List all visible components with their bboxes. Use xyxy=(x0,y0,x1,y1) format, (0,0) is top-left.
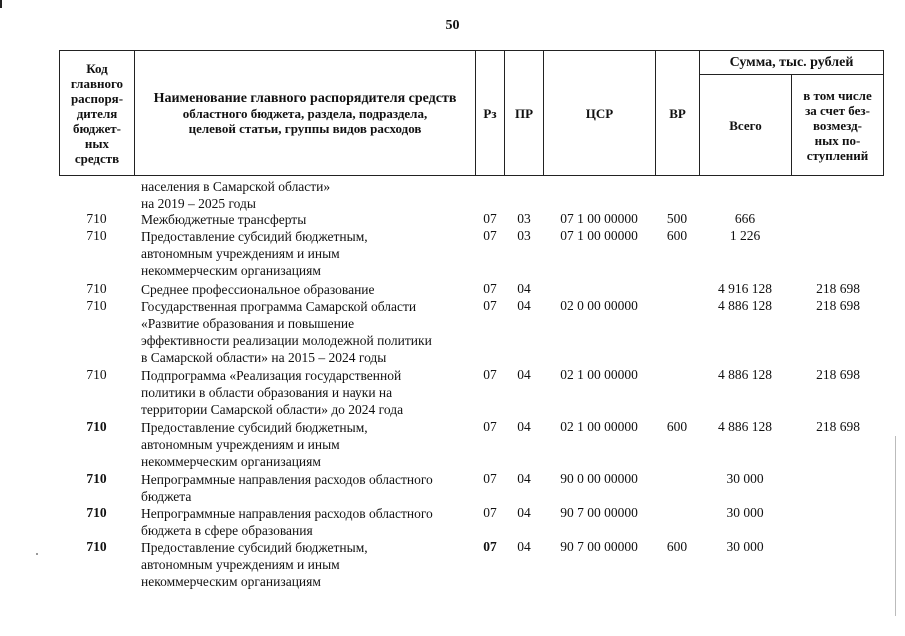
row-name xyxy=(141,471,476,505)
row-name-line: бюджета xyxy=(141,489,192,504)
header-code-line: распоря- xyxy=(70,90,124,106)
row-csr: 07 1 00 00000 xyxy=(560,228,638,243)
row-pr: 04 xyxy=(517,505,531,520)
header-code-line: дителя xyxy=(76,105,118,121)
row-name xyxy=(141,505,476,539)
header-pr-label: ПР xyxy=(514,105,534,121)
row-vr: 600 xyxy=(666,228,688,243)
row-name-line: эффективности реализации молодежной политики xyxy=(141,333,432,348)
row-total: 4 886 128 xyxy=(718,367,772,382)
continuation-line: населения в Самарской области» xyxy=(141,179,331,194)
row-rz: 07 xyxy=(483,419,497,434)
row-name xyxy=(141,228,476,279)
row-name-line: «Развитие образования и повышение xyxy=(141,316,355,331)
page-number: 50 xyxy=(445,18,460,33)
row-name xyxy=(141,539,476,590)
header-code-line: главного xyxy=(70,75,124,91)
row-csr: 02 0 00 00000 xyxy=(560,298,638,313)
continuation-text xyxy=(141,178,476,212)
row-name-line: Предоставление субсидий бюджетным, xyxy=(141,229,368,244)
row-total: 666 xyxy=(734,211,756,226)
row-name-line: Среднее профессиональное образование xyxy=(141,282,375,297)
row-total: 1 226 xyxy=(729,228,761,243)
row-code: 710 xyxy=(86,539,107,554)
row-pr: 03 xyxy=(517,211,531,226)
row-code: 710 xyxy=(86,505,107,520)
row-pr: 03 xyxy=(517,228,531,243)
header-sum-title: Сумма, тыс. рублей xyxy=(729,55,854,70)
row-pr: 04 xyxy=(517,281,531,296)
row-name-line: некоммерческим организациям xyxy=(141,454,321,469)
header-name-line: Наименование главного распорядителя средств xyxy=(153,90,457,106)
row-code: 710 xyxy=(86,471,107,486)
row-name-line: автономным учреждениям и иным xyxy=(141,246,340,261)
row-name-line: автономным учреждениям и иным xyxy=(141,557,340,572)
row-extra: 218 698 xyxy=(816,281,860,296)
row-vr: 500 xyxy=(666,211,688,226)
row-name-line: автономным учреждениям и иным xyxy=(141,437,340,452)
row-name xyxy=(141,419,476,470)
row-csr: 90 7 00 00000 xyxy=(560,539,638,554)
header-vr-label: ВР xyxy=(669,105,686,121)
row-name-line: Подпрограмма «Реализация государственной xyxy=(141,368,402,383)
row-pr: 04 xyxy=(517,298,531,313)
header-total-label: Всего xyxy=(729,117,762,133)
row-name-line: Предоставление субсидий бюджетным, xyxy=(141,420,368,435)
continuation-line: на 2019 – 2025 годы xyxy=(141,196,256,211)
row-vr: 600 xyxy=(666,539,688,554)
row-name-line: Непрограммные направления расходов областного xyxy=(141,472,433,487)
row-name-line: Предоставление субсидий бюджетным, xyxy=(141,540,368,555)
row-extra: 218 698 xyxy=(816,367,860,382)
row-csr: 90 7 00 00000 xyxy=(560,505,638,520)
row-name-line: некоммерческим организациям xyxy=(141,263,321,278)
row-name xyxy=(141,298,476,366)
header-name-line: областного бюджета, раздела, подраздела, xyxy=(182,105,428,121)
scan-edge-line xyxy=(895,436,896,616)
row-vr: 600 xyxy=(666,419,688,434)
header-code-line: ных xyxy=(84,135,110,151)
row-total: 4 916 128 xyxy=(718,281,772,296)
row-rz: 07 xyxy=(483,298,497,313)
row-code: 710 xyxy=(86,211,107,226)
row-rz: 07 xyxy=(483,471,497,486)
row-rz: 07 xyxy=(483,281,497,296)
row-code: 710 xyxy=(86,228,107,243)
scan-edge-mark xyxy=(0,0,2,8)
row-extra: 218 698 xyxy=(816,419,860,434)
header-name-label xyxy=(134,50,476,176)
row-name xyxy=(141,211,476,228)
row-pr: 04 xyxy=(517,471,531,486)
row-extra: 218 698 xyxy=(816,298,860,313)
row-csr: 90 0 00 00000 xyxy=(560,471,638,486)
row-rz: 07 xyxy=(483,367,497,382)
row-csr: 02 1 00 00000 xyxy=(560,419,638,434)
row-total: 4 886 128 xyxy=(718,419,772,434)
header-name-line: целевой статьи, группы видов расходов xyxy=(188,120,422,136)
header-extra-line: в том числе xyxy=(803,87,872,103)
header-rz-label: Рз xyxy=(483,105,497,121)
row-csr: 07 1 00 00000 xyxy=(560,211,638,226)
row-total: 30 000 xyxy=(726,471,764,486)
header-code-label xyxy=(59,50,135,176)
header-extra-line: возмезд- xyxy=(813,117,862,133)
row-rz: 07 xyxy=(483,505,497,520)
row-name-line: в Самарской области» на 2015 – 2024 годы xyxy=(141,350,387,365)
row-name-line: некоммерческим организациям xyxy=(141,574,321,589)
row-total: 30 000 xyxy=(726,505,764,520)
table-header xyxy=(59,50,884,176)
row-total: 4 886 128 xyxy=(718,298,772,313)
row-code: 710 xyxy=(86,419,107,434)
header-code-line: средств xyxy=(74,150,120,166)
row-code: 710 xyxy=(86,298,107,313)
row-pr: 04 xyxy=(517,367,531,382)
row-name xyxy=(141,281,476,298)
scan-speck xyxy=(36,553,38,555)
row-code: 710 xyxy=(86,367,107,382)
row-name-line: территории Самарской области» до 2024 года xyxy=(141,402,404,417)
row-pr: 04 xyxy=(517,419,531,434)
row-total: 30 000 xyxy=(726,539,764,554)
row-name-line: бюджета в сфере образования xyxy=(141,523,313,538)
header-extra-line: ступлений xyxy=(806,147,869,163)
header-code-line: бюджет- xyxy=(72,120,121,136)
row-rz: 07 xyxy=(483,228,497,243)
header-extra-line: ных по- xyxy=(814,132,861,148)
row-name-line: политики в области образования и науки на xyxy=(141,385,393,400)
row-rz: 07 xyxy=(483,539,497,554)
header-extra-line: за счет без- xyxy=(805,102,870,118)
header-csr-label: ЦСР xyxy=(585,105,614,121)
row-name-line: Государственная программа Самарской области xyxy=(141,299,417,314)
row-csr: 02 1 00 00000 xyxy=(560,367,638,382)
row-code: 710 xyxy=(86,281,107,296)
header-code-line: Код xyxy=(86,60,108,76)
row-name-line: Межбюджетные трансферты xyxy=(141,212,307,227)
row-rz: 07 xyxy=(483,211,497,226)
row-name xyxy=(141,367,476,418)
header-extra-label xyxy=(791,74,884,176)
row-name-line: Непрограммные направления расходов областного xyxy=(141,506,433,521)
row-pr: 04 xyxy=(517,539,531,554)
